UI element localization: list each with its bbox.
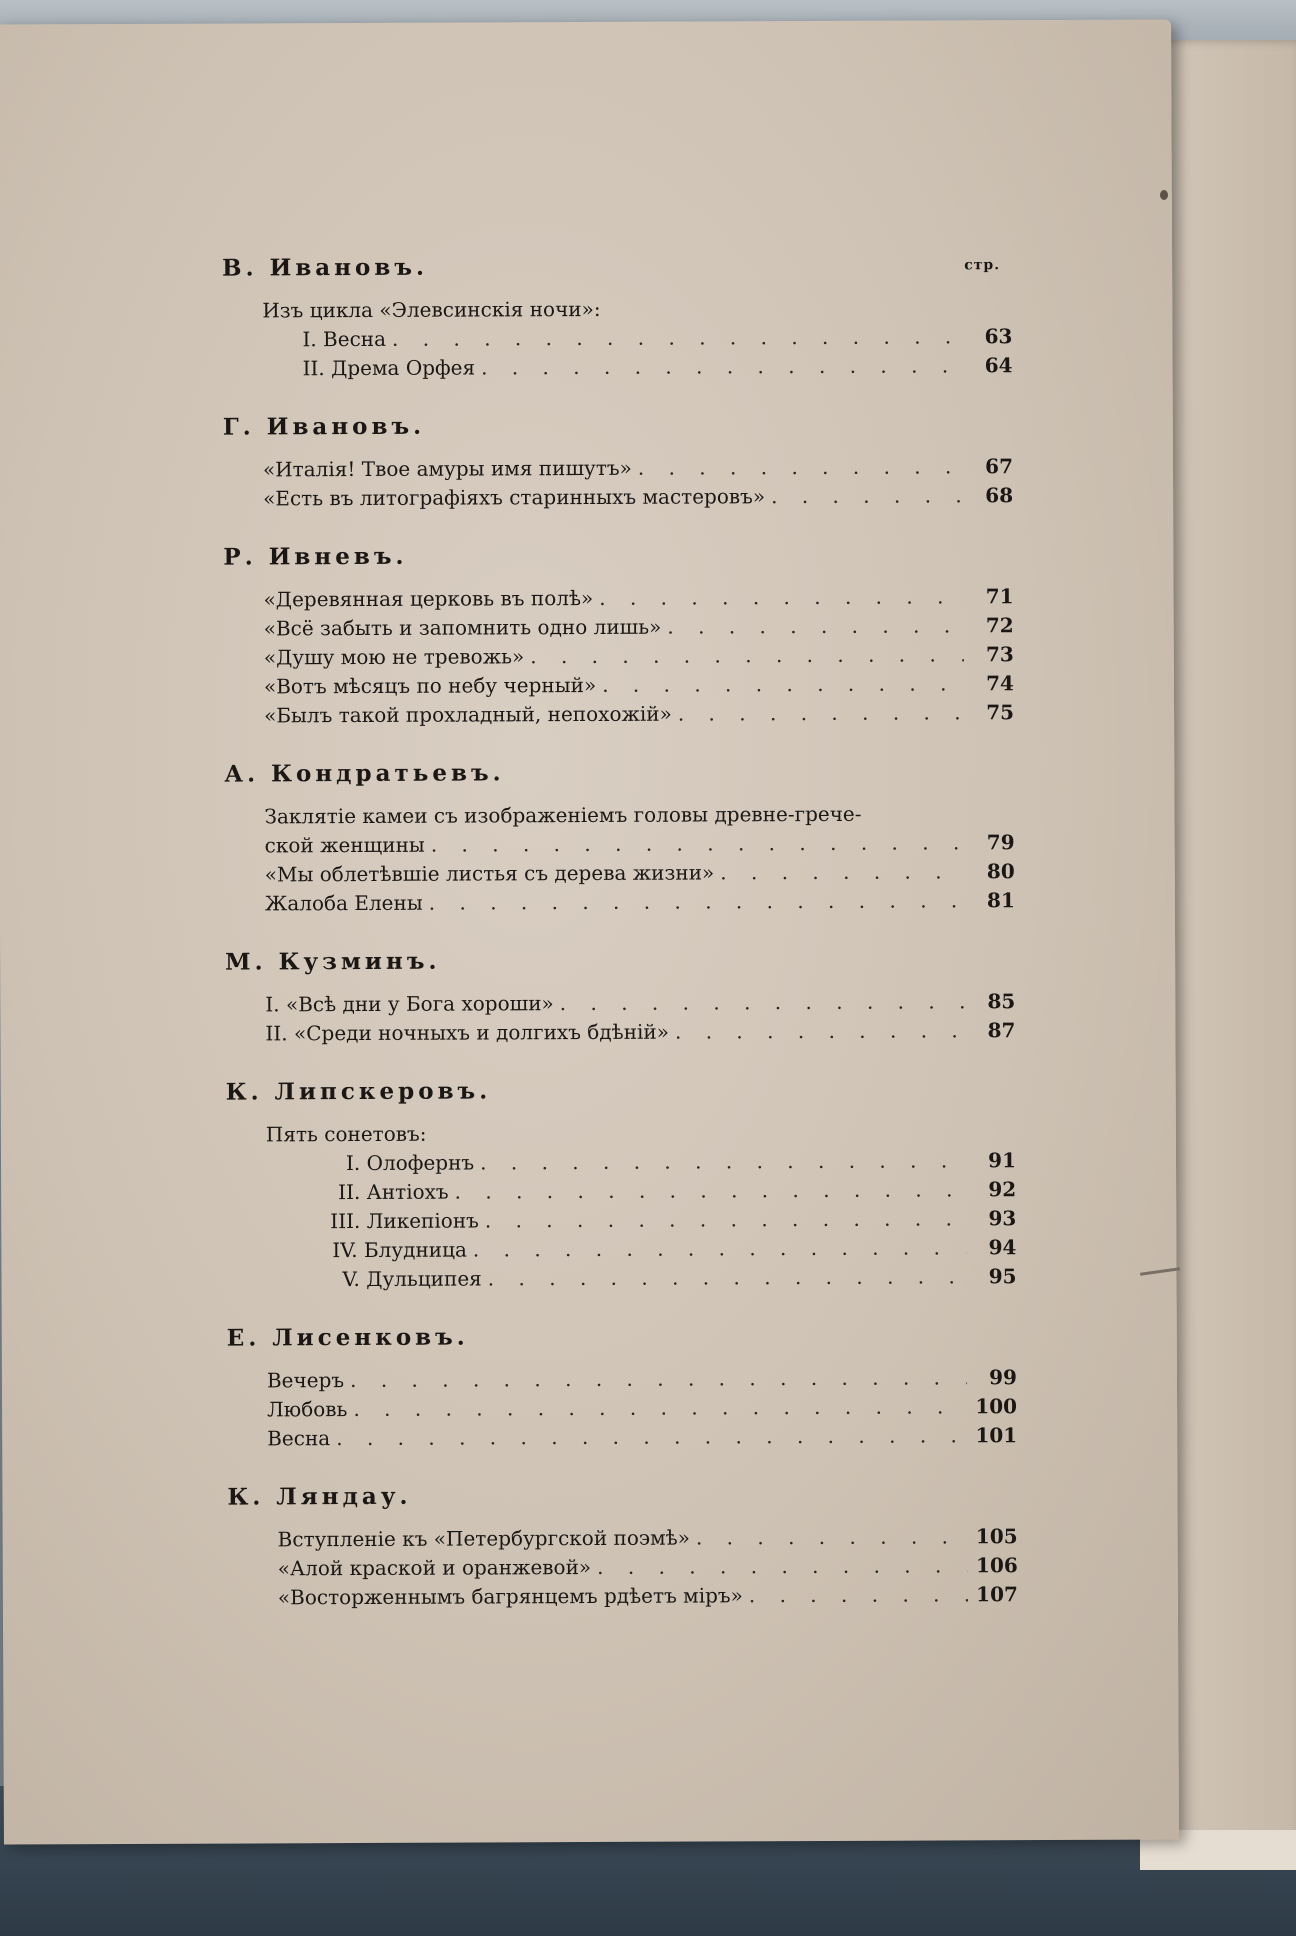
toc-section: [224, 751, 1015, 942]
toc-section: [227, 1315, 1018, 1477]
entry-page-number: 80: [986, 859, 1015, 884]
toc-entry: [226, 1233, 1016, 1265]
entry-page-number: 107: [976, 1582, 1018, 1607]
entry-title: «Вотъ мѣсяцъ по небу черный»: [263, 672, 597, 699]
toc-subheading: Пять сонетовъ:: [265, 1121, 427, 1147]
entry-page-number: 101: [975, 1423, 1018, 1448]
dot-leader: [560, 987, 966, 1018]
entry-title: ской женщины: [264, 832, 425, 858]
toc-section: [223, 534, 1014, 754]
toc-entry: [226, 1262, 1016, 1294]
toc-entry: [225, 1016, 1015, 1048]
toc-entry: [225, 828, 1015, 860]
author-heading: Г. Ивановъ.: [222, 412, 426, 441]
toc-entry: [222, 322, 1012, 354]
dot-leader: [696, 1522, 968, 1552]
entry-page-number: 93: [988, 1206, 1017, 1231]
entry-page-number: 85: [987, 989, 1016, 1014]
table-of-contents: [222, 245, 1018, 1636]
dot-leader: [597, 1551, 968, 1582]
toc-subheading: Заклятіе камеи съ изображеніемъ головы древне-грече-: [264, 801, 862, 829]
entry-page-number: 99: [989, 1365, 1017, 1390]
entry-title: I. «Всѣ дни у Бога хороши»: [265, 991, 554, 1017]
entry-title: «Душу мою не тревожь»: [263, 644, 525, 670]
toc-entry: [228, 1522, 1018, 1554]
entry-page-number: 105: [975, 1524, 1018, 1549]
entry-title: Жалоба Елены: [264, 890, 423, 916]
toc-entry: [228, 1580, 1018, 1612]
dot-leader: [488, 1262, 967, 1293]
entry-title: V. Дульципея: [342, 1266, 482, 1292]
toc-entry: [226, 1204, 1016, 1236]
toc-entry: [222, 351, 1012, 383]
entry-page-number: 67: [985, 454, 1014, 479]
entry-title: II. Дрема Орфея: [302, 355, 476, 381]
entry-page-number: 73: [985, 642, 1014, 667]
dot-leader: [602, 669, 964, 700]
toc-entry: [227, 1421, 1017, 1453]
entry-page-number: 64: [984, 353, 1013, 378]
entry-page-number: 94: [988, 1235, 1017, 1260]
entry-title: «Мы облетѣвшіе листья съ дерева жизни»: [264, 860, 715, 887]
dot-leader: [481, 351, 963, 382]
entry-title: Весна: [267, 1426, 331, 1451]
entry-title: I. Весна: [302, 326, 387, 352]
dot-leader: [675, 1016, 966, 1046]
entry-page-number: 87: [987, 1018, 1016, 1043]
entry-page-number: 92: [988, 1177, 1017, 1202]
paper-spot: [1160, 190, 1168, 200]
dot-leader: [667, 611, 963, 641]
dot-leader: [530, 640, 964, 671]
dot-leader: [353, 1392, 967, 1424]
toc-section: [225, 939, 1016, 1072]
dot-leader: [336, 1421, 967, 1453]
toc-section: [222, 245, 1013, 407]
entry-page-number: 100: [975, 1394, 1018, 1419]
dot-leader: [431, 828, 965, 859]
toc-subheading: Изъ цикла «Элевсинскія ночи»:: [262, 296, 601, 323]
entry-title: I. Олофернъ: [345, 1150, 475, 1176]
dot-leader: [678, 698, 964, 728]
toc-entry: [224, 611, 1014, 643]
toc-entry: [225, 857, 1015, 889]
author-heading: К. Липскеровъ.: [225, 1077, 492, 1106]
toc-entry: [225, 987, 1015, 1019]
toc-entry: [224, 669, 1014, 701]
dot-leader: [720, 857, 965, 887]
toc-section: [223, 404, 1014, 537]
entry-title: Вступленіе къ «Петербургской поэмѣ»: [277, 1525, 690, 1552]
toc-entry: [224, 698, 1014, 730]
entry-title: IV. Блудница: [332, 1237, 467, 1263]
entry-page-number: 74: [986, 671, 1014, 696]
entry-title: «Италія! Твое амуры имя пишутъ»: [262, 455, 632, 482]
dot-leader: [392, 322, 963, 353]
toc-entry: [226, 1175, 1016, 1207]
toc-entry: [225, 886, 1015, 918]
book-page: [0, 19, 1179, 1844]
entry-page-number: 63: [984, 324, 1013, 349]
dot-leader: [350, 1363, 967, 1395]
author-heading: А. Кондратьевъ.: [224, 759, 505, 788]
entry-page-number: 106: [975, 1553, 1018, 1578]
entry-title: III. Ликепіонъ: [330, 1208, 479, 1234]
entry-title: «Всё забыть и запомнить одно лишь»: [263, 614, 662, 641]
toc-entry: [226, 1146, 1016, 1178]
dot-leader: [485, 1204, 967, 1235]
author-heading: М. Кузминъ.: [225, 947, 441, 976]
entry-page-number: 71: [985, 584, 1014, 609]
author-heading: К. Ляндау.: [227, 1482, 412, 1511]
toc-section: [227, 1474, 1018, 1636]
entry-page-number: 91: [988, 1148, 1017, 1173]
toc-entry: [223, 481, 1013, 513]
toc-entry: [224, 640, 1014, 672]
dot-leader: [480, 1146, 966, 1177]
entry-title: «Алой краской и оранжевой»: [277, 1554, 592, 1581]
dot-leader: [599, 582, 963, 613]
entry-page-number: 68: [985, 483, 1014, 508]
entry-page-number: 79: [986, 830, 1015, 855]
entry-title: «Есть въ литографіяхъ старинныхъ мастеровъ»: [263, 484, 766, 511]
entry-title: Любовь: [267, 1397, 348, 1422]
entry-title: «Былъ такой прохладный, непохожій»: [263, 701, 672, 728]
toc-entry: [227, 1363, 1017, 1395]
dot-leader: [429, 886, 965, 917]
page-column-header: стр.: [964, 257, 1001, 274]
entry-page-number: 81: [986, 888, 1015, 913]
toc-section: [226, 1069, 1017, 1318]
author-heading: Р. Ивневъ.: [223, 542, 408, 571]
author-heading: В. Ивановъ.: [222, 253, 429, 282]
dot-leader: [638, 452, 963, 482]
entry-page-number: 95: [988, 1264, 1017, 1289]
toc-entry: [223, 582, 1013, 614]
dot-leader: [455, 1175, 967, 1206]
toc-entry: [228, 1551, 1018, 1583]
dot-leader: [771, 481, 963, 511]
author-heading: Е. Лисенковъ.: [226, 1323, 469, 1352]
dot-leader: [749, 1580, 968, 1610]
toc-entry: [227, 1392, 1017, 1424]
entry-page-number: 75: [986, 700, 1015, 725]
entry-title: «Деревянная церковь въ полѣ»: [263, 585, 594, 612]
toc-entry: [223, 452, 1013, 484]
entry-title: II. Антіохъ: [338, 1179, 449, 1205]
entry-page-number: 72: [985, 613, 1014, 638]
dot-leader: [473, 1233, 967, 1264]
entry-title: «Восторженнымъ багрянцемъ рдѣетъ міръ»: [277, 1583, 743, 1610]
entry-title: Вечеръ: [266, 1368, 345, 1393]
entry-title: II. «Среди ночныхъ и долгихъ бдѣній»: [265, 1019, 670, 1046]
